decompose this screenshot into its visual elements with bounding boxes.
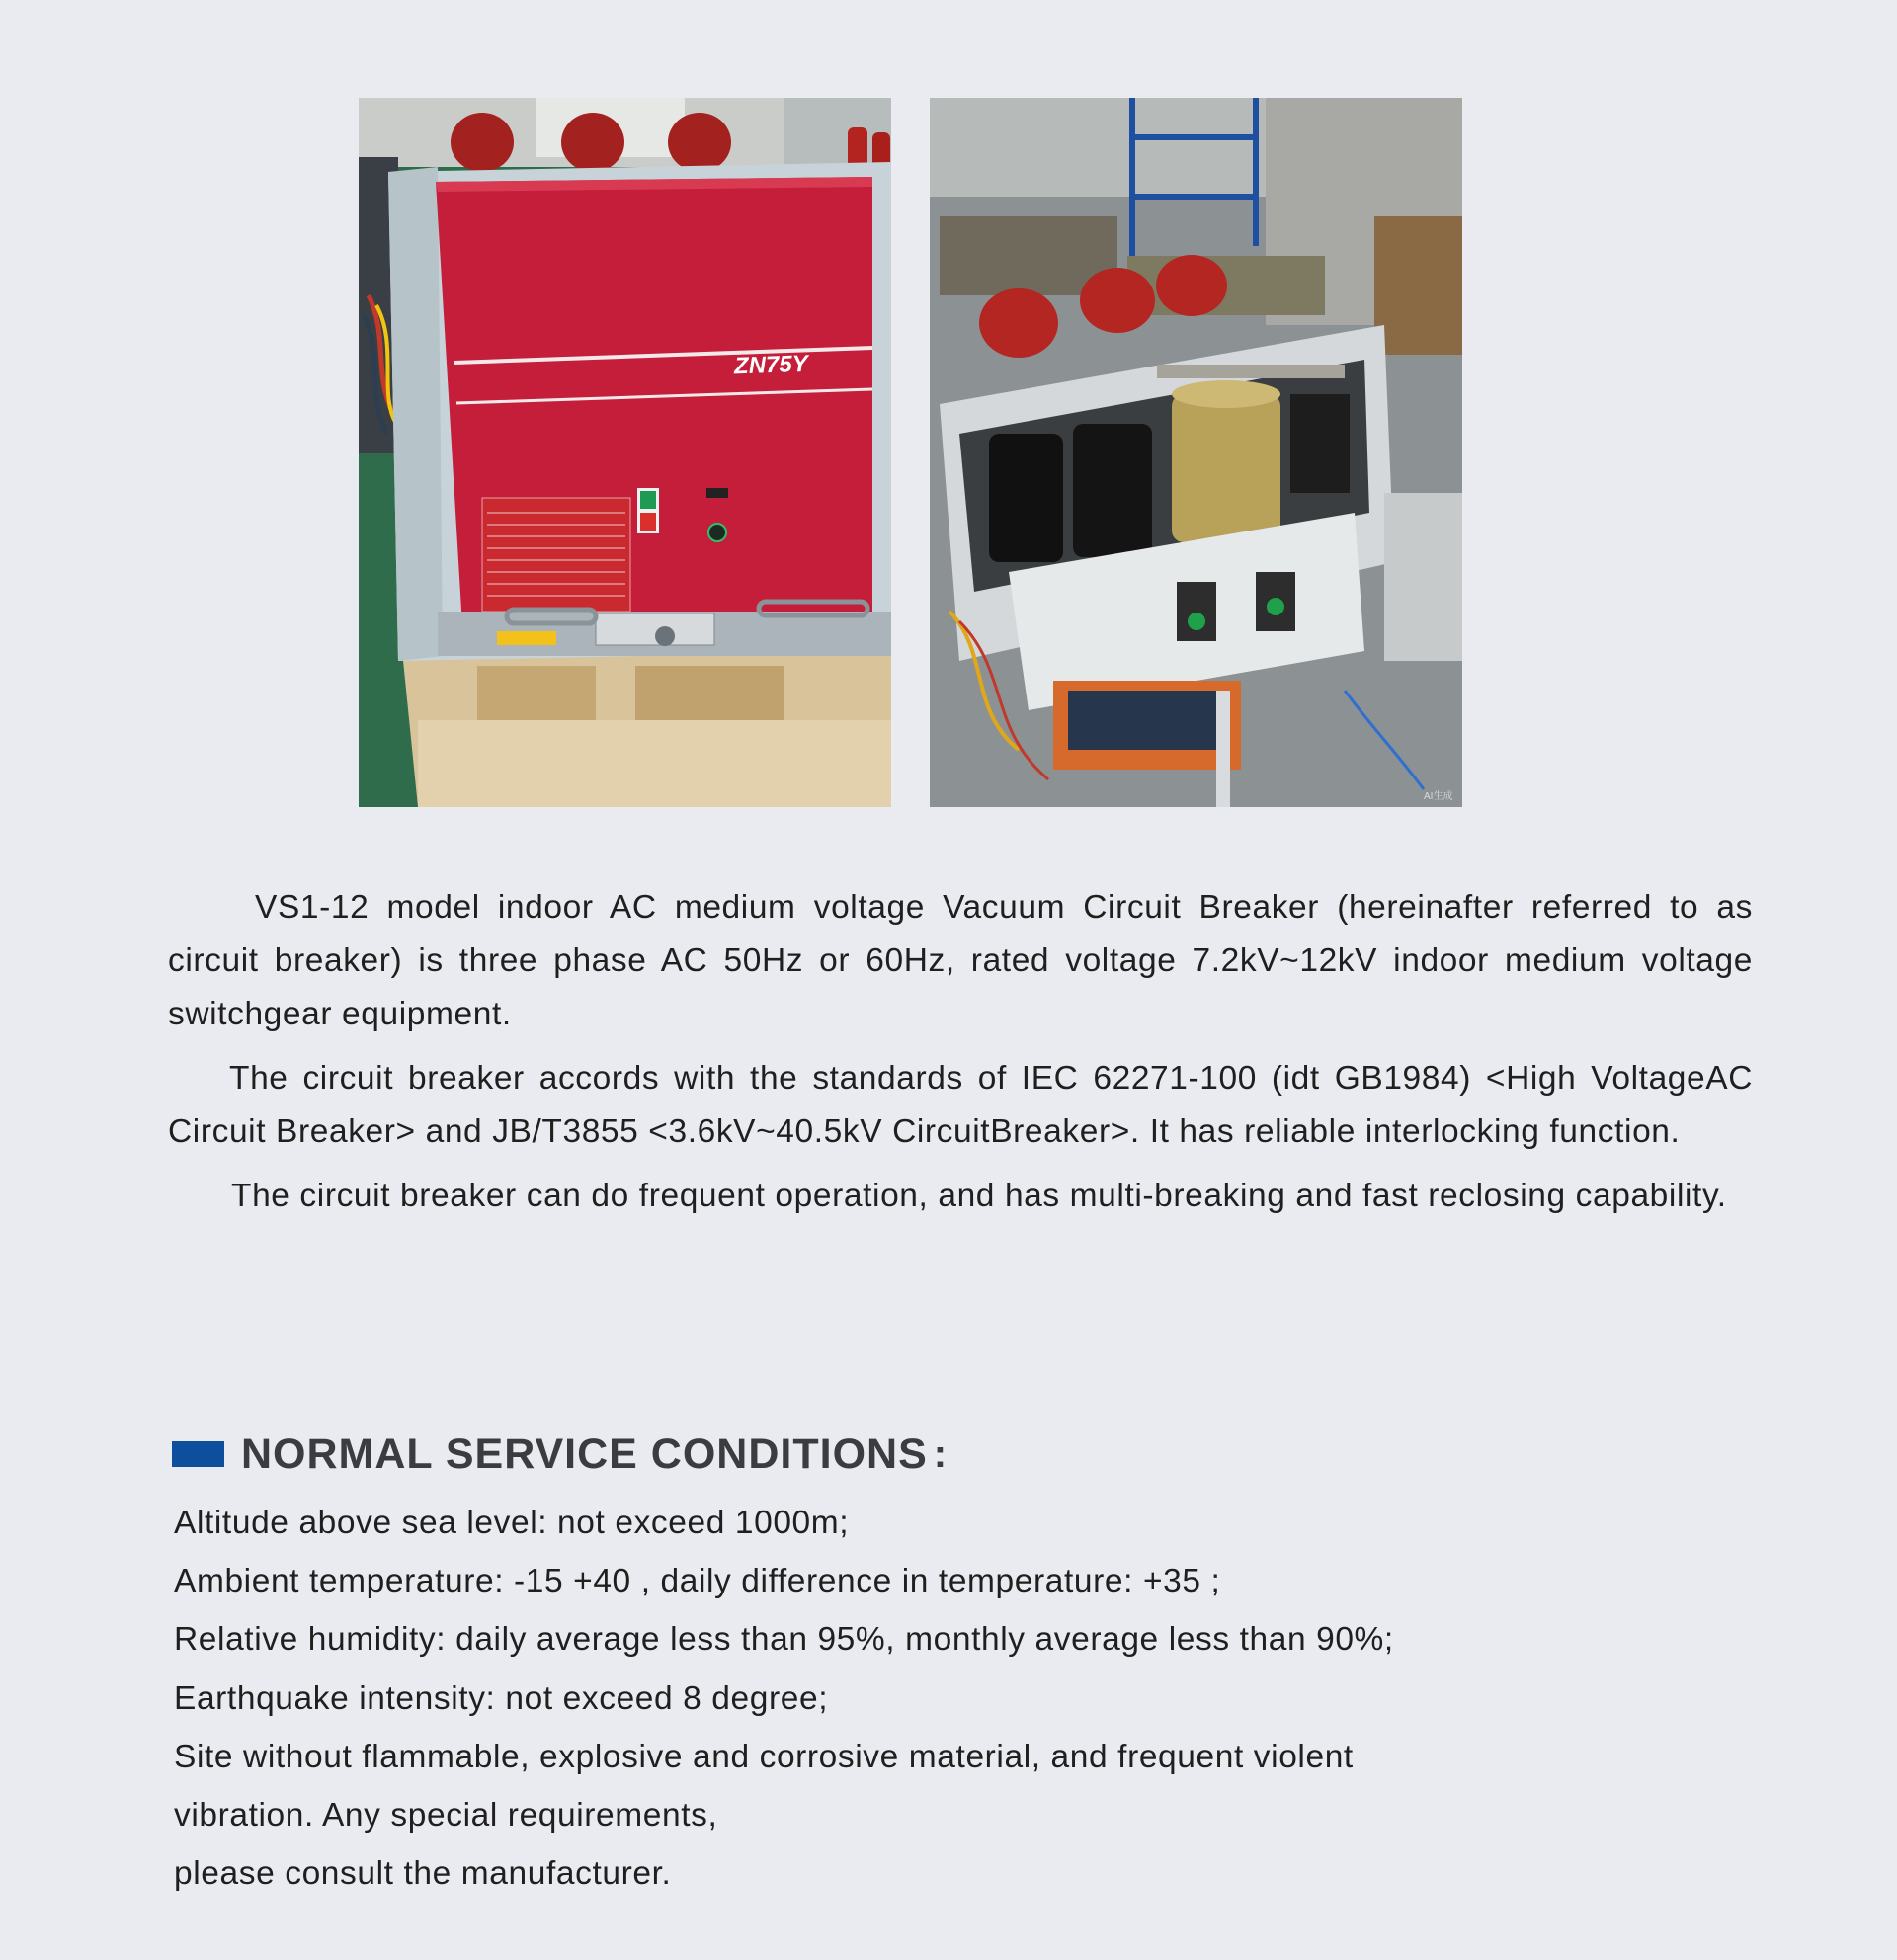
counter-window: [706, 488, 728, 498]
condition-line: Relative humidity: daily average less than 95%, monthly average less than 90%;: [174, 1621, 1394, 1659]
insulator-cap: [1156, 255, 1227, 316]
nameplate: [482, 498, 630, 612]
insulator-cap: [979, 288, 1058, 358]
service-conditions-list: [174, 1494, 1705, 1903]
panel-model-label: ZN75Y: [733, 350, 809, 380]
section-colon: :: [933, 1431, 948, 1476]
insulator-cap: [561, 113, 624, 172]
condition-line: Earthquake intensity: not exceed 8 degree;: [174, 1679, 829, 1717]
description-paragraph: The circuit breaker can do frequent operation, and has multi-breaking and fast reclosing capability.: [231, 1178, 1727, 1214]
status-indicator: [708, 524, 726, 541]
section-title: NORMAL SERVICE CONDITIONS: [241, 1429, 928, 1478]
metal-case: [1384, 493, 1462, 661]
breaker-interior-illustration: [930, 98, 1462, 807]
product-description: [168, 881, 1753, 1234]
condition-line: Ambient temperature: -15 +40 , daily difference in temperature: +35 ;: [174, 1563, 1221, 1600]
condition-line: Site without flammable, explosive and corrosive material, and frequent violent: [174, 1738, 1354, 1775]
warning-label: [497, 631, 556, 645]
breaker-front-photo: [359, 98, 891, 807]
wooden-crate: [1374, 216, 1462, 355]
capacitor: [1073, 424, 1152, 557]
description-paragraph: The circuit breaker accords with the standards of IEC 62271-100 (idt GB1984) <High VoltageAC Circuit Breaker> and JB/T3855 <3.6kV~40.5kV CircuitBreaker>. It has reliable interlocking function.: [168, 1060, 1753, 1150]
section-header: [172, 1427, 947, 1482]
insulator-cap: [451, 113, 514, 172]
insulator-cap: [1080, 268, 1155, 333]
condition-line: Altitude above sea level: not exceed 1000m;: [174, 1505, 850, 1541]
description-paragraph: VS1-12 model indoor AC medium voltage Vacuum Circuit Breaker (hereinafter referred to as circuit breaker) is three phase AC 50Hz or 60Hz, rated voltage 7.2kV~12kV indoor medium voltage switchgear equipment.: [168, 889, 1753, 1032]
breaker-front-illustration: [359, 98, 891, 807]
condition-line: vibration. Any special requirements,: [174, 1797, 718, 1835]
open-button: [640, 513, 656, 531]
drive-shaft: [1157, 365, 1345, 378]
condition-line: please consult the manufacturer.: [174, 1855, 672, 1893]
breaker-interior-photo: [930, 98, 1462, 807]
green-button: [1188, 612, 1205, 630]
close-button: [640, 491, 656, 509]
control-module: [1290, 394, 1350, 493]
ai-watermark: AI生成: [1424, 791, 1453, 802]
insulator-cap: [668, 113, 731, 172]
capacitor: [989, 434, 1063, 562]
spring-cylinder: [1172, 394, 1280, 542]
section-marker: [172, 1441, 224, 1467]
